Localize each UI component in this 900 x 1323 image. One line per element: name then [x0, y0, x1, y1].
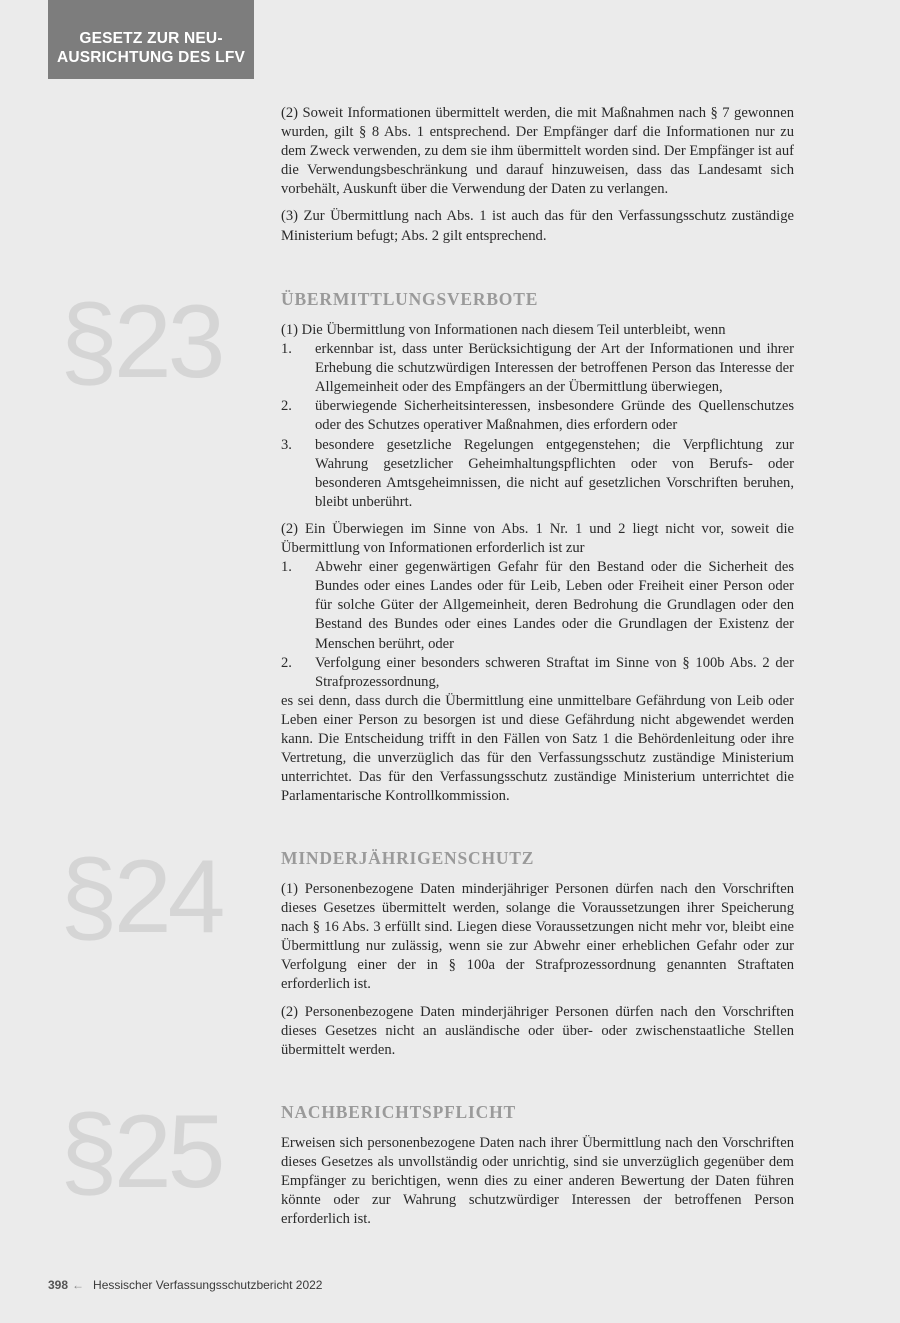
section-25: [281, 1101, 794, 1237]
s23-p2-tail: es sei denn, dass durch die Übermittlung eine unmittelbare Gefährdung von Leib oder Leben einer Person zu besorgen ist und diese Gefährdung nicht abgewendet werden kann. Die Entscheidung trifft in den Fällen von Satz 1 die Behördenleitung oder ihre Vertretung, die unverzüglich das für den Verfassungsschutz zuständige Ministerium unterrichtet. Das für den Verfassungsschutz zuständige Ministerium unterrichtet die Parlamentarische Kontrollkommission.: [281, 692, 794, 805]
section-23: [281, 288, 794, 814]
intro-block: [281, 104, 794, 254]
section-number-23: §23: [60, 284, 222, 400]
list-item: 3. besondere gesetzliche Regelungen entgegenstehen; die Verpflichtung zur Wahrung gesetzlicher Geheimhaltungspflichten oder von Berufs- oder besonderen Amtsgeheimnissen, die nicht auf gesetzlichen Vorschriften beruhen, bleibt unberührt.: [281, 436, 794, 510]
section-23-title: ÜBERMITTLUNGSVERBOTE: [281, 289, 539, 309]
publication-title: Hessischer Verfassungsschutzbericht 2022: [93, 1278, 323, 1292]
section-number-24: §24: [60, 839, 222, 955]
s23-p2-list: [281, 558, 794, 692]
s24-paragraph-1: (1) Personenbezogene Daten minderjähriger Personen dürfen nach den Vorschriften dieses Gesetzes übermittelt werden, solange die Voraussetzungen ihrer Speicherung nach § 16 Abs. 3 erfüllt sind. Liegen diese Voraussetzungen nicht mehr vor, bleibt eine Übermittlung nur zulässig, wenn sie zur Abwehr einer erheblichen Gefahr oder zur Verfolgung einer der in § 100a der Strafprozessordnung genannten Straftaten erforderlich ist.: [281, 881, 794, 993]
header-line-1: GESETZ ZUR NEU-: [79, 30, 223, 47]
list-item: 1. erkennbar ist, dass unter Berücksichtigung der Art der Informationen und ihrer Erhebung die schutzwürdigen Interessen der betroffenen Person das Interesse der Allgemeinheit oder des Empfängers an der Übermittlung überwiegen,: [281, 341, 794, 396]
section-number-25: §25: [60, 1094, 222, 1210]
s25-paragraph-1: Erweisen sich personenbezogene Daten nach ihrer Übermittlung nach den Vorschriften dieses Gesetzes als unvollständig oder unrichtig, sind sie unverzüglich gegenüber dem Empfänger zu berichtigen, wenn dies zu einer anderen Bewertung der Daten führen könnte oder zur Wahrung schutzwürdiger Interessen der betroffenen Person erforderlich ist.: [281, 1135, 794, 1228]
s23-p2-lead: (2) Ein Überwiegen im Sinne von Abs. 1 Nr. 1 und 2 liegt nicht vor, soweit die Übermittlung von Informationen erforderlich ist zur: [281, 520, 794, 557]
list-item: 2. überwiegende Sicherheitsinteressen, insbesondere Gründe des Quellenschutzes oder des Schutzes operativer Maßnahmen, dies erfordern oder: [281, 398, 794, 434]
arrow-left-icon[interactable]: ←: [72, 1278, 85, 1292]
s23-p1-lead: (1) Die Übermittlung von Informationen nach diesem Teil unterbleibt, wenn: [281, 322, 726, 338]
page-number: 398: [48, 1278, 69, 1292]
s23-p1-list: [281, 340, 794, 512]
paragraph-3: (3) Zur Übermittlung nach Abs. 1 ist auch das für den Verfassungsschutz zuständige Ministerium befugt; Abs. 2 gilt entsprechend.: [281, 208, 794, 244]
page-footer: [48, 1278, 322, 1292]
header-line-2: AUSRICHTUNG DES LFV: [56, 49, 246, 66]
s24-paragraph-2: (2) Personenbezogene Daten minderjähriger Personen dürfen nach den Vorschriften dieses Gesetzes nicht an ausländische oder über- oder zwischenstaatliche Stellen übermittelt werden.: [281, 1003, 794, 1058]
list-item: 2. Verfolgung einer besonders schweren Straftat im Sinne von § 100b Abs. 2 der Strafprozessordnung,: [281, 654, 794, 690]
section-24-title: MINDERJÄHRIGENSCHUTZ: [281, 848, 535, 868]
paragraph-2: (2) Soweit Informationen übermittelt werden, die mit Maßnahmen nach § 7 gewonnen wurden, gilt § 8 Abs. 1 entsprechend. Der Empfänger darf die Informationen nur zu dem Zweck verwenden, zu dem sie ihm übermittelt worden sind. Der Empfänger ist auf die Verwendungsbeschränkung und darauf hinzuweisen, dass das Landesamt sich vorbehält, Auskunft über die Verwendung der Daten zu verlangen.: [281, 105, 794, 198]
section-24: [281, 847, 794, 1068]
section-25-title: NACHBERICHTSPFLICHT: [281, 1102, 516, 1122]
section-header-tab: [48, 0, 254, 79]
list-item: 1. Abwehr einer gegenwärtigen Gefahr für den Bestand oder die Sicherheit des Bundes oder eines Landes oder für Leib, Leben oder Freiheit einer Person oder für solche Güter der Allgemeinheit, deren Bedrohung die Grundlagen oder den Bestand des Bundes oder eines Landes oder die Grundlagen der Existenz der Menschen berührt, oder: [281, 559, 794, 652]
